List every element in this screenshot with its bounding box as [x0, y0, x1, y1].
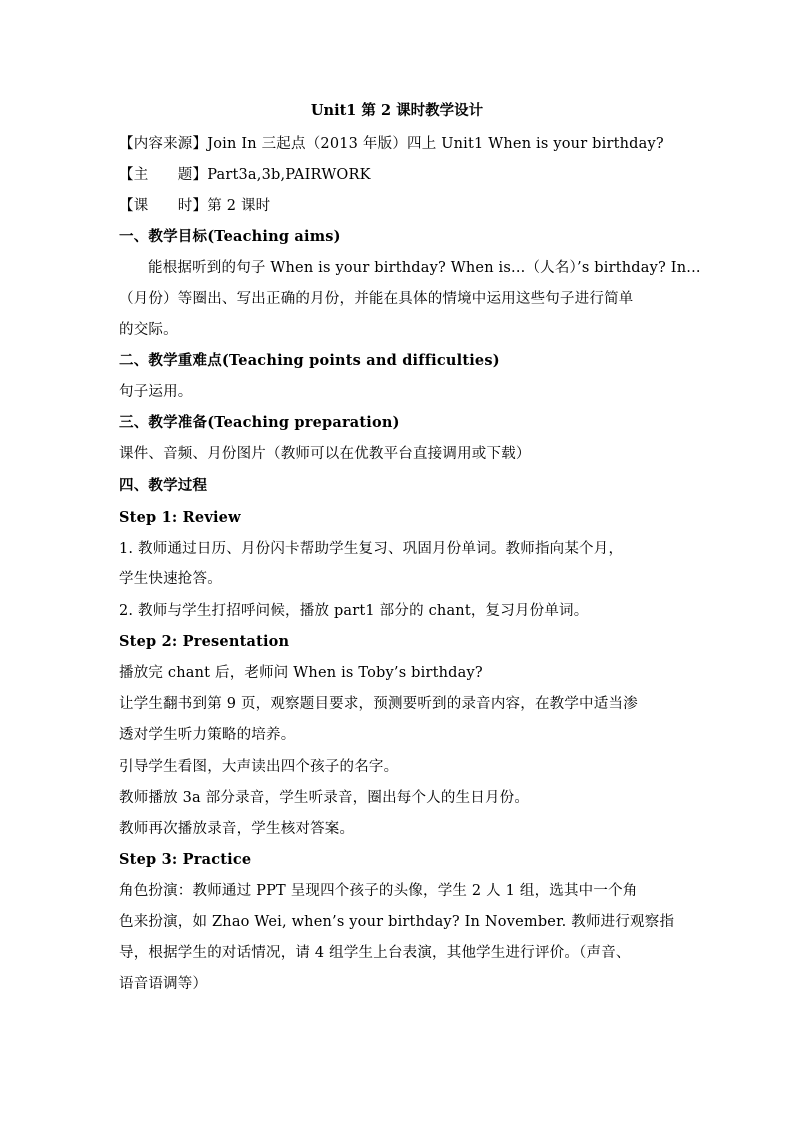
step1-text-line: 1. 教师通过日历、月份闪卡帮助学生复习、巩固月份单词。教师指向某个月，: [119, 541, 624, 557]
step2-text-line: 透对学生听力策略的培养。: [119, 727, 296, 743]
step3-text-line: 语音语调等）: [119, 976, 208, 992]
aims-text-line: 能根据听到的句子 When is your birthday? When is...（人名）’s birthday? In...: [148, 260, 701, 276]
step2-text-line: 教师播放 3a 部分录音，学生听录音，圈出每个人的生日月份。: [119, 790, 530, 806]
step2-text-line: 播放完 chant 后，老师问 When is Toby’s birthday?: [119, 665, 483, 681]
step2-heading: Step 2: Presentation: [119, 633, 290, 650]
step3-text-line: 角色扮演：教师通过 PPT 呈现四个孩子的头像，学生 2 人 1 组，选其中一个角: [119, 883, 638, 899]
step2-text-line: 引导学生看图，大声读出四个孩子的名字。: [119, 759, 399, 775]
content-topic: 【主 题】Part3a,3b,PAIRWORK: [119, 167, 371, 183]
points-text: 句子运用。: [119, 384, 193, 400]
document-title: Unit1 第 2 课时教学设计: [310, 102, 484, 119]
step3-text-line: 色来扮演，如 Zhao Wei, when’s your birthday? In November. 教师进行观察指: [119, 914, 675, 930]
step2-text-line: 教师再次播放录音，学生核对答案。: [119, 821, 355, 837]
step2-text-line: 让学生翻书到第 9 页，观察题目要求，预测要听到的录音内容，在教学中适当渗: [119, 696, 638, 712]
step3-heading: Step 3: Practice: [119, 851, 252, 868]
step1-text-line: 学生快速抢答。: [119, 571, 222, 587]
prep-heading: 三、教学准备(Teaching preparation): [119, 414, 400, 431]
step1-heading: Step 1: Review: [119, 509, 241, 526]
points-heading: 二、教学重难点(Teaching points and difficulties): [119, 352, 500, 369]
content-source: 【内容来源】Join In 三起点（2013 年版）四上 Unit1 When is your birthday?: [119, 136, 664, 152]
process-heading: 四、教学过程: [119, 477, 208, 494]
content-period: 【课 时】第 2 课时: [119, 198, 271, 214]
aims-text-line: （月份）等圈出、写出正确的月份，并能在具体的情境中运用这些句子进行简单: [119, 291, 634, 307]
prep-text: 课件、音频、月份图片（教师可以在优教平台直接调用或下载）: [119, 446, 531, 462]
step1-text-line: 2. 教师与学生打招呼问候，播放 part1 部分的 chant，复习月份单词。: [119, 603, 589, 619]
step3-text-line: 导，根据学生的对话情况，请 4 组学生上台表演，其他学生进行评价。（声音、: [119, 945, 631, 961]
aims-heading: 一、教学目标(Teaching aims): [119, 228, 341, 245]
aims-text-line: 的交际。: [119, 322, 178, 338]
